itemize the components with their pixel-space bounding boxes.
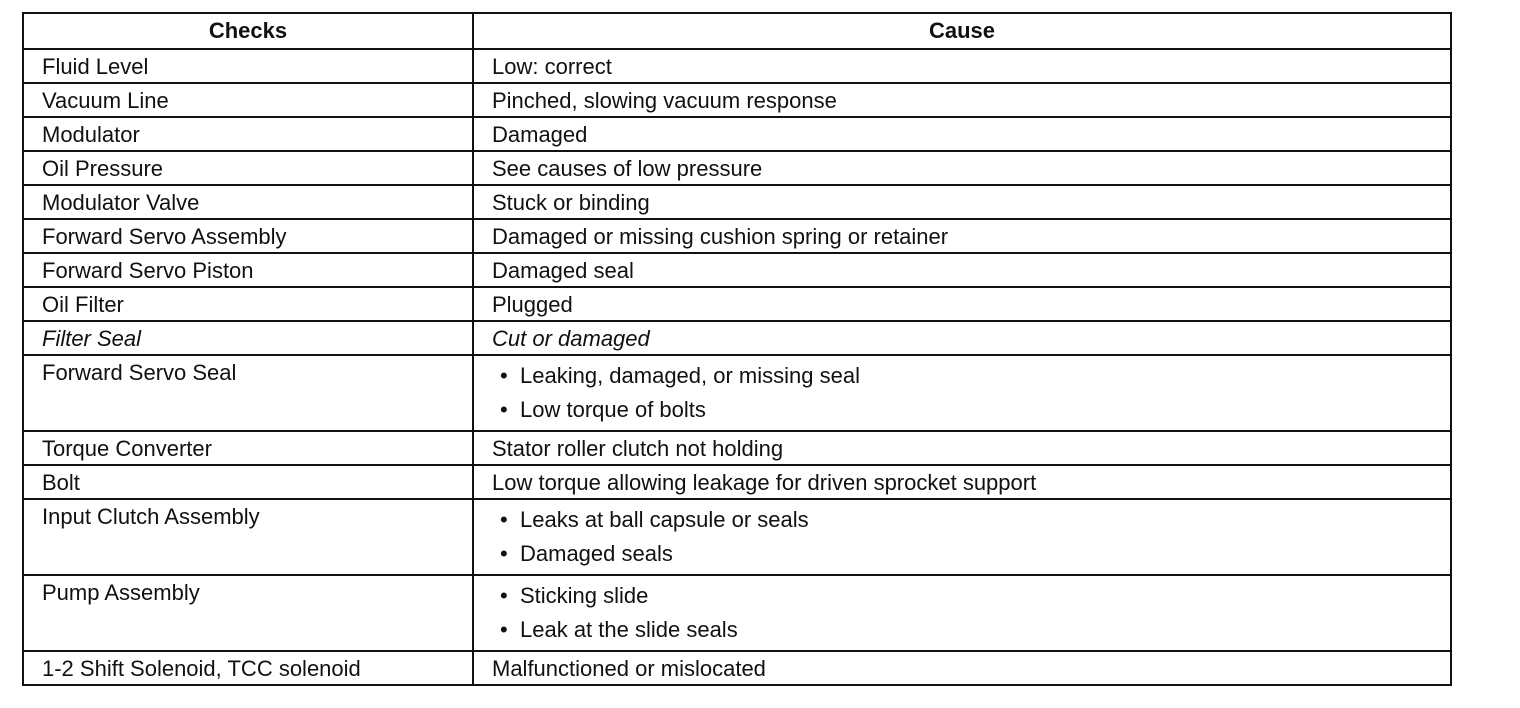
cause-cell: [473, 355, 1451, 431]
cause-text: Malfunctioned or mislocated: [492, 656, 766, 681]
check-text: Forward Servo Piston: [42, 258, 254, 283]
cause-bullet-item: • Sticking slide: [500, 579, 1450, 613]
table-row: [23, 499, 1451, 575]
cause-cell: [473, 321, 1451, 355]
cause-cell: [473, 499, 1451, 575]
check-cell: [23, 219, 473, 253]
diagnosis-table-container: [22, 12, 1450, 686]
check-text: Bolt: [42, 470, 80, 495]
table-header-row: [23, 13, 1451, 49]
cause-bullet-list: [474, 356, 1450, 430]
cause-bullet-list: [474, 500, 1450, 574]
check-cell: [23, 499, 473, 575]
table-row: [23, 219, 1451, 253]
table-row: [23, 185, 1451, 219]
table-row: [23, 321, 1451, 355]
check-text: Torque Converter: [42, 436, 212, 461]
table-row: [23, 431, 1451, 465]
cause-bullet-item: • Low torque of bolts: [500, 393, 1450, 427]
cause-text: Pinched, slowing vacuum response: [492, 88, 837, 113]
check-text: Oil Pressure: [42, 156, 164, 181]
cause-text: Plugged: [492, 292, 573, 317]
check-cell: [23, 355, 473, 431]
check-cell: [23, 49, 473, 83]
check-text: Vacuum Line: [42, 88, 169, 113]
check-text: Modulator Valve: [42, 190, 200, 215]
table-row: [23, 465, 1451, 499]
cause-cell: [473, 117, 1451, 151]
cause-cell: [473, 219, 1451, 253]
table-row: [23, 575, 1451, 651]
check-text: Filter Seal: [42, 326, 142, 351]
cause-cell: [473, 49, 1451, 83]
check-text: Forward Servo Seal: [42, 360, 237, 385]
header-cause: Cause: [473, 13, 1451, 49]
cause-cell: [473, 465, 1451, 499]
cause-text: Damaged seal: [492, 258, 634, 283]
table-row: [23, 151, 1451, 185]
cause-text: Stator roller clutch not holding: [492, 436, 784, 461]
cause-cell: [473, 83, 1451, 117]
check-cell: [23, 151, 473, 185]
cause-cell: [473, 185, 1451, 219]
check-cell: [23, 185, 473, 219]
table-row: [23, 117, 1451, 151]
table-row: [23, 287, 1451, 321]
check-cell: [23, 651, 473, 685]
cause-text: Low: correct: [492, 54, 612, 79]
check-cell: [23, 575, 473, 651]
table-row: [23, 49, 1451, 83]
diagnosis-table: [22, 12, 1452, 686]
cause-bullet-item: • Leaks at ball capsule or seals: [500, 503, 1450, 537]
table-row: [23, 253, 1451, 287]
check-cell: [23, 465, 473, 499]
cause-text: Stuck or binding: [492, 190, 650, 215]
check-cell: [23, 83, 473, 117]
check-text: Pump Assembly: [42, 580, 200, 605]
check-cell: [23, 253, 473, 287]
cause-cell: [473, 431, 1451, 465]
table-row: [23, 651, 1451, 685]
cause-bullet-item: • Leak at the slide seals: [500, 613, 1450, 647]
check-text: Modulator: [42, 122, 140, 147]
table-row: [23, 83, 1451, 117]
check-text: Oil Filter: [42, 292, 124, 317]
cause-cell: [473, 575, 1451, 651]
check-cell: [23, 431, 473, 465]
cause-cell: [473, 651, 1451, 685]
cause-cell: [473, 287, 1451, 321]
cause-cell: [473, 151, 1451, 185]
cause-text: Damaged or missing cushion spring or retainer: [492, 224, 949, 249]
check-text: 1-2 Shift Solenoid, TCC solenoid: [42, 656, 361, 681]
check-cell: [23, 287, 473, 321]
cause-text: Cut or damaged: [492, 326, 650, 351]
cause-cell: [473, 253, 1451, 287]
table-row: [23, 355, 1451, 431]
check-text: Forward Servo Assembly: [42, 224, 287, 249]
cause-text: Damaged: [492, 122, 588, 147]
cause-text: See causes of low pressure: [492, 156, 763, 181]
check-cell: [23, 321, 473, 355]
cause-bullet-list: [474, 576, 1450, 650]
check-text: Fluid Level: [42, 54, 149, 79]
check-cell: [23, 117, 473, 151]
header-checks: Checks: [23, 13, 473, 49]
check-text: Input Clutch Assembly: [42, 504, 260, 529]
cause-bullet-item: • Damaged seals: [500, 537, 1450, 571]
cause-bullet-item: • Leaking, damaged, or missing seal: [500, 359, 1450, 393]
cause-text: Low torque allowing leakage for driven sprocket support: [492, 470, 1037, 495]
